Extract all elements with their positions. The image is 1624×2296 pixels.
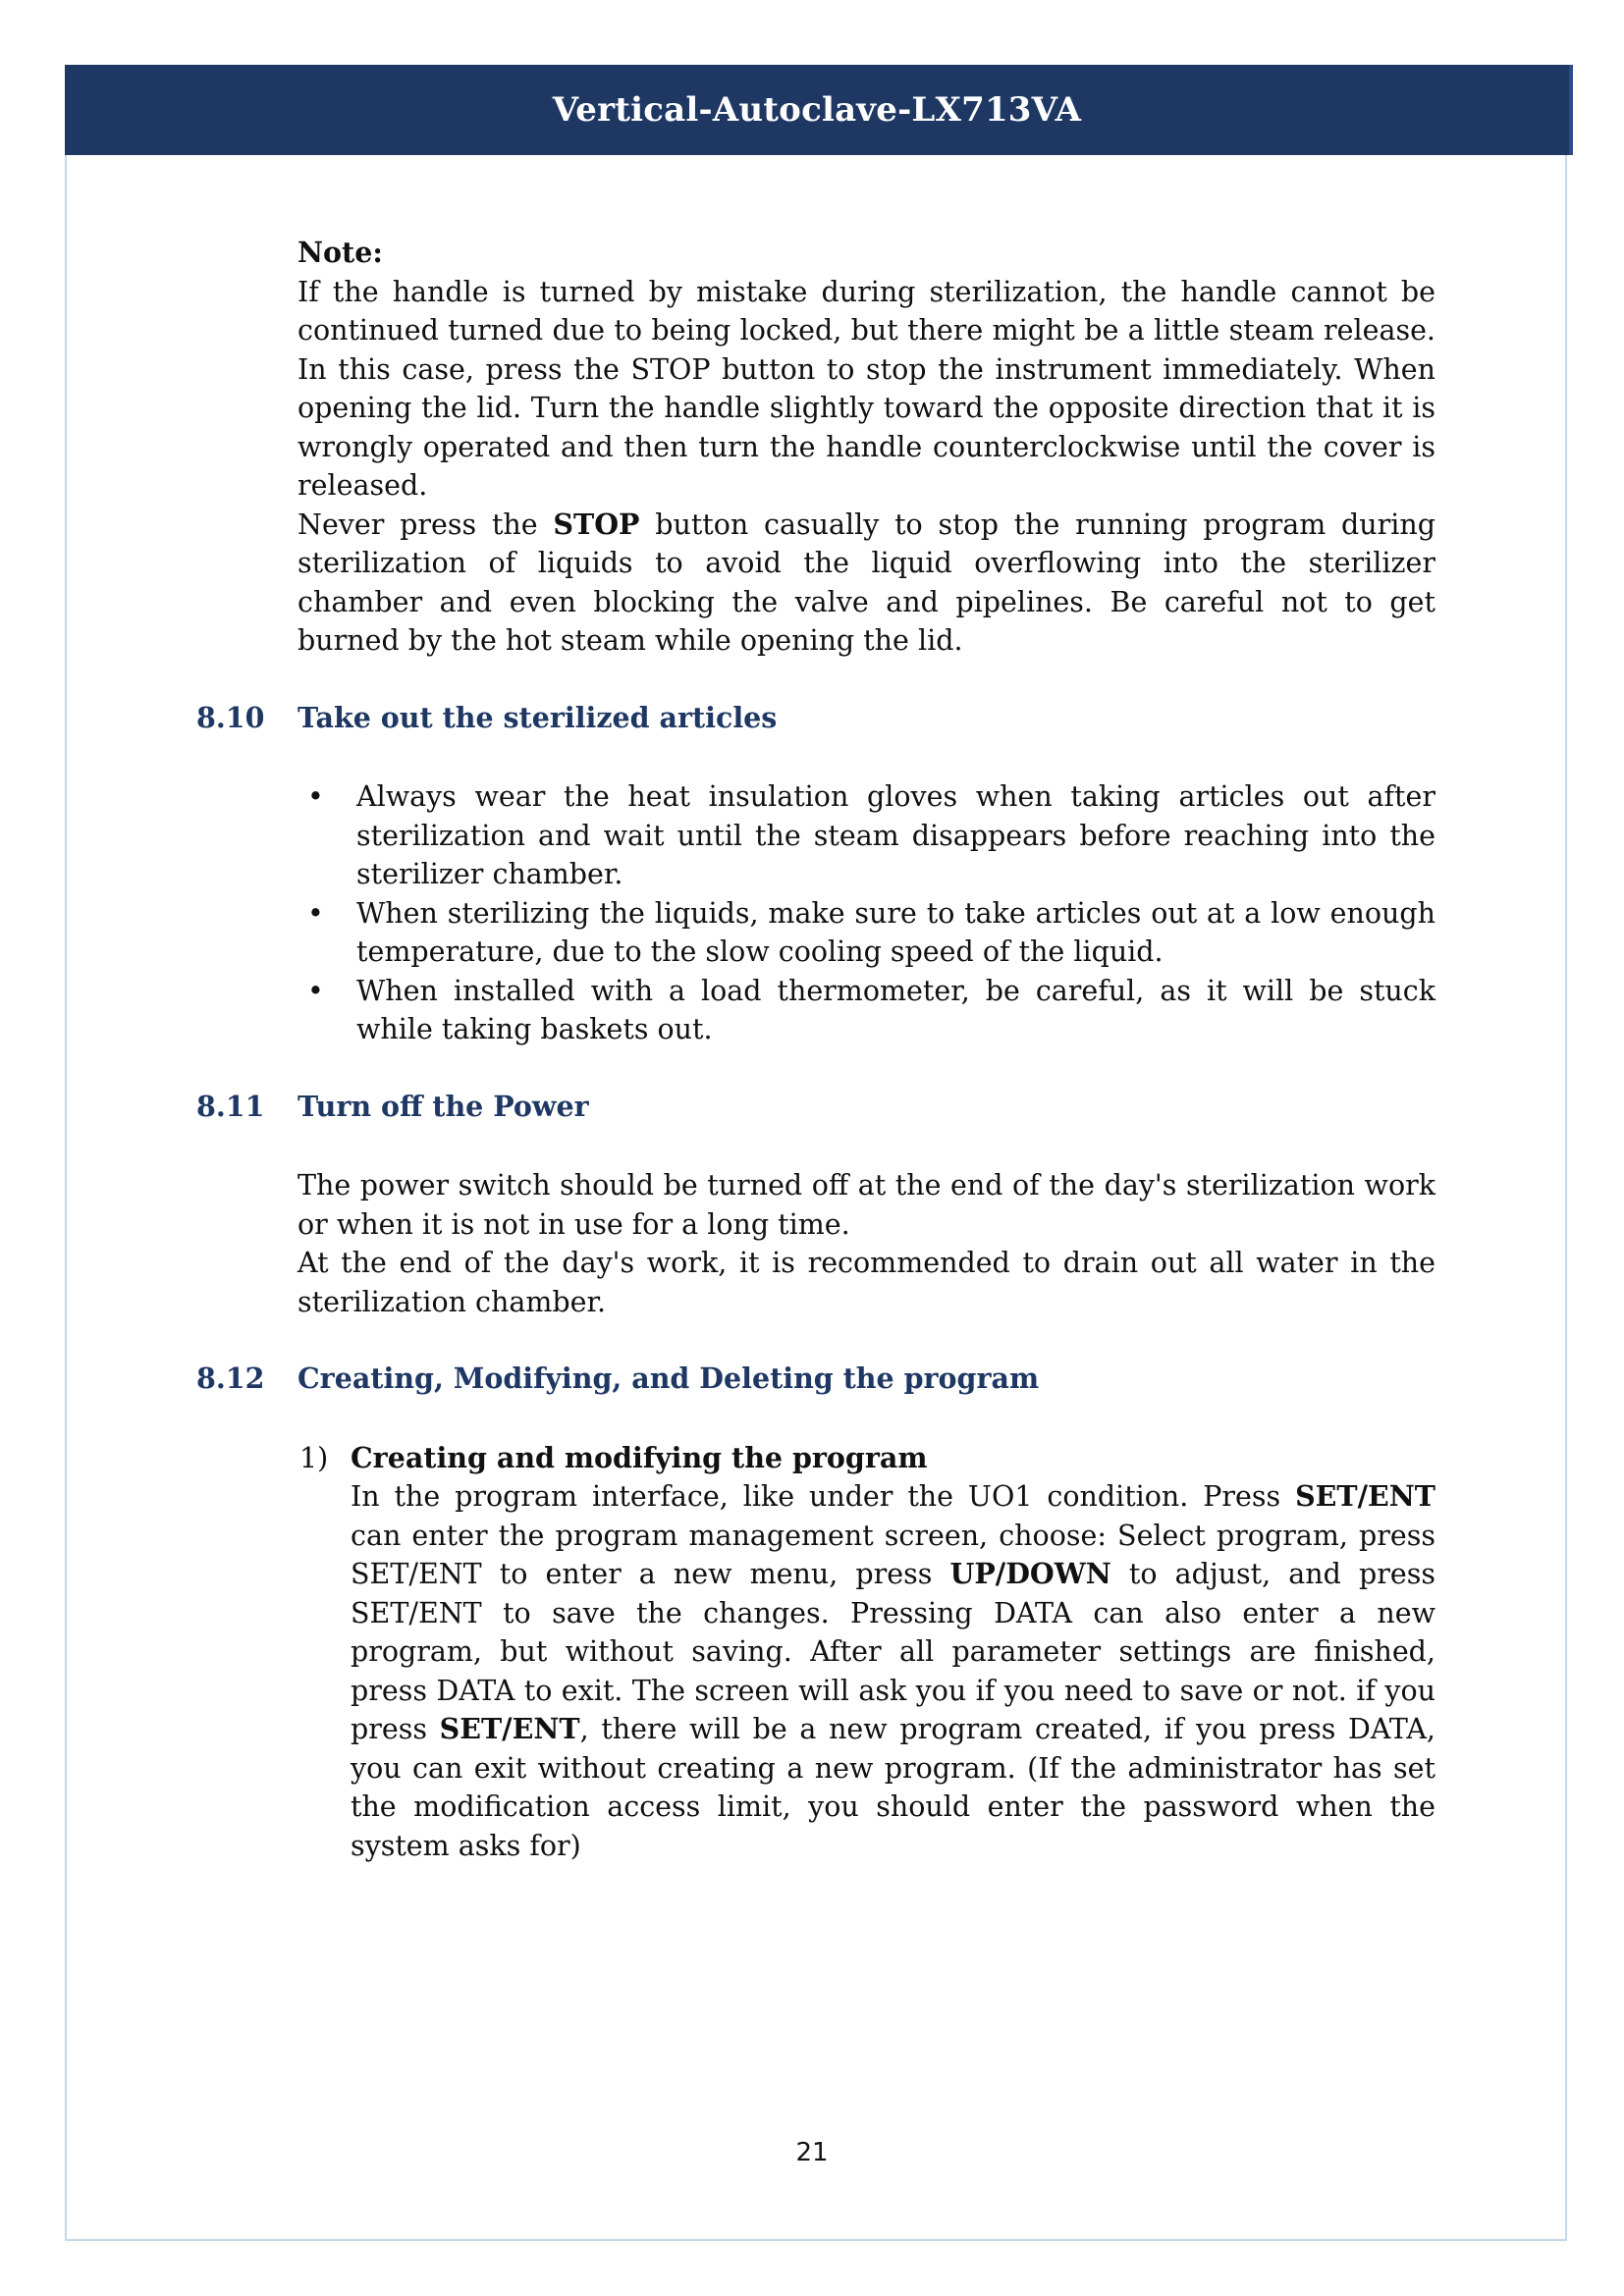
body-text: can enter the program management screen, choose: Select program, press SET/ENT to enter a new menu, press (351, 1519, 1435, 1590)
header-bar (65, 65, 1573, 155)
note-paragraph-1: If the handle is turned by mistake during sterilization, the handle cannot be continued turned due to being locked, but there might be a little steam release. In this case, press the STOP button to stop the instrument immediately. When opening the lid. Turn the handle slightly toward the opposite direction that it is wrongly operated and then turn the handle counterclockwise until the cover is released. (298, 275, 1435, 502)
note-label: Note: (298, 236, 383, 269)
bullet-icon: • (307, 974, 324, 1007)
paragraph: The power switch should be turned off at the end of the day's sterilization work or when it is not in use for a long time. (298, 1169, 1435, 1241)
subsection-number: 1) (299, 1441, 329, 1474)
list-item (298, 894, 1435, 972)
body-text: to adjust, and press SET/ENT to save the changes. Pressing DATA can also enter a new program, but without saving. After all parameter settings are finished, press DATA to exit. The screen will ask you if you need to save or not. if you press (351, 1558, 1435, 1745)
page-number: 21 (795, 2138, 829, 2167)
list-item (298, 777, 1435, 894)
section-8-11-body (298, 1166, 1435, 1321)
key-label: SET/ENT (1295, 1479, 1435, 1513)
section-number: 8.11 (196, 1089, 265, 1123)
document-title: Vertical-Autoclave-LX713VA (552, 90, 1082, 130)
note-text: button casually to stop the running program during sterilization of liquids to avoid the liquid overflowing into the sterilizer chamber and even blocking the valve and pipelines. Be careful not to get burned by the hot steam while opening the lid. (298, 507, 1435, 657)
section-title: Creating, Modifying, and Deleting the program (298, 1362, 1040, 1395)
subsection-heading (298, 1439, 1435, 1478)
bullet-icon: • (307, 780, 324, 813)
bullet-icon: • (307, 896, 324, 930)
section-title: Take out the sterilized articles (298, 700, 778, 734)
page-content (196, 234, 1435, 1865)
body-text: , there will be a new program created, if you press DATA, you can exit without creating a new program. (If the administrator has set the modification access limit, you should enter the password when the system asks for) (351, 1713, 1435, 1862)
section-number: 8.12 (196, 1362, 265, 1395)
body-text: In the program interface, like under the UO1 condition. Press (351, 1480, 1296, 1513)
note-block (298, 234, 1435, 661)
list-item-text: When installed with a load thermometer, be careful, as it will be stuck while taking baskets out. (356, 974, 1435, 1045)
key-label: SET/ENT (439, 1712, 580, 1745)
section-8-11-heading (196, 1088, 1435, 1127)
subsection-paragraph (351, 1477, 1435, 1865)
list-item-text: Always wear the heat insulation gloves when taking articles out after sterilization and wait until the steam disappears before reaching into the sterilizer chamber. (356, 780, 1435, 890)
section-8-12-heading (196, 1360, 1435, 1399)
section-8-10-bullets (298, 777, 1435, 1049)
section-title: Turn off the Power (298, 1089, 589, 1123)
key-label: UP/DOWN (949, 1557, 1111, 1590)
section-8-10-heading (196, 699, 1435, 738)
section-number: 8.10 (196, 700, 265, 734)
note-paragraph-2 (298, 506, 1435, 661)
list-item-text: When sterilizing the liquids, make sure to take articles out at a low enough temperature, due to the slow cooling speed of the liquid. (356, 896, 1435, 968)
paragraph: At the end of the day's work, it is recommended to drain out all water in the sterilization chamber. (298, 1247, 1435, 1318)
list-item (298, 972, 1435, 1049)
subsection-title: Creating and modifying the program (351, 1440, 928, 1474)
note-text: Never press the (298, 507, 554, 541)
stop-keyword: STOP (553, 507, 640, 541)
